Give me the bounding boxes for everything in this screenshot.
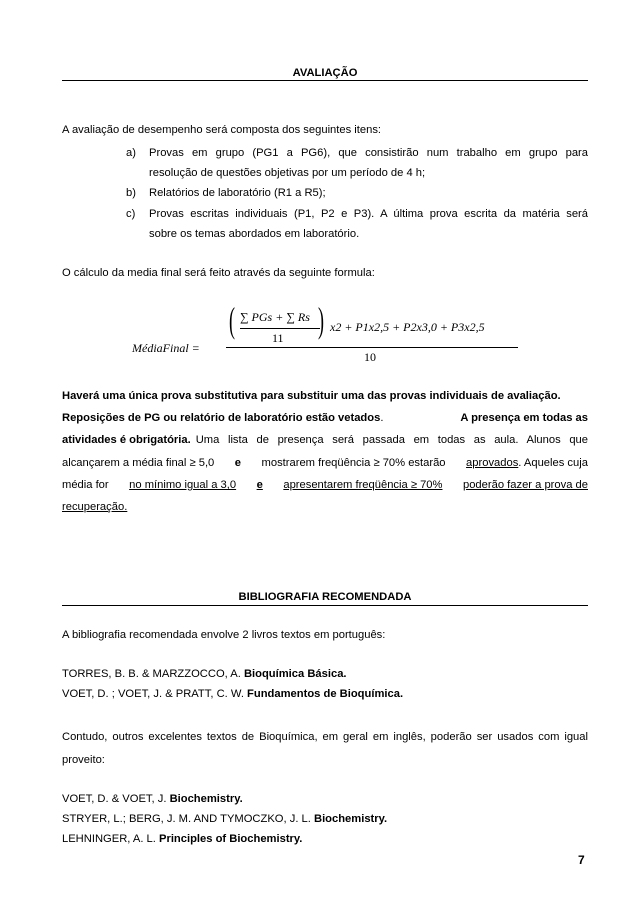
rules-line: recuperação. xyxy=(62,501,128,513)
reference-entry xyxy=(62,792,243,806)
reference-authors: STRYER, L.; BERG, J. M. AND TYMOCZKO, J. L. xyxy=(62,813,311,825)
rules-line: Haverá uma única prova substitutiva para substituir uma das provas individuais de avaliação. xyxy=(62,390,561,402)
heading-rule xyxy=(62,80,588,81)
heading-rule xyxy=(62,605,588,606)
rules-text: alcançarem a média final ≥ 5,0 xyxy=(62,457,215,469)
item-text: Relatórios de laboratório (R1 a R5); xyxy=(149,187,326,199)
reference-entry xyxy=(62,687,403,701)
section-heading-bibliografia: BIBLIOGRAFIA RECOMENDADA xyxy=(238,591,412,603)
item-text: Provas em grupo (PG1 a PG6), que consistirão num trabalho em grupo para xyxy=(149,147,588,159)
rules-text: poderão fazer a prova de xyxy=(462,479,588,491)
rules-text: Uma lista de presença será passada em todas as aula. Alunos que xyxy=(195,434,588,446)
rules-text: mostrarem freqüência ≥ 70% estarão xyxy=(261,457,446,469)
formula-tail: x2 + P1x2,5 + P2x3,0 + P3x2,5 xyxy=(330,320,485,334)
rules-text: no mínimo igual a 3,0 xyxy=(129,479,237,491)
rules-text: Reposições de PG ou relatório de laboratório estão vetados xyxy=(62,412,381,424)
item-marker: b) xyxy=(126,187,136,199)
reference-title: Principles of Biochemistry. xyxy=(159,833,303,845)
bibliografia-note: proveito: xyxy=(62,754,105,766)
reference-authors: LEHNINGER, A. L. xyxy=(62,833,156,845)
rules-text: e xyxy=(256,479,263,491)
formula-intro: O cálculo da media final será feito através da seguinte formula: xyxy=(62,267,375,279)
right-paren: ) xyxy=(318,300,324,340)
reference-title: Fundamentos de Bioquímica. xyxy=(247,688,404,700)
reference-authors: VOET, D. ; VOET, J. & PRATT, C. W. xyxy=(62,688,244,700)
rules-text: A presença em todas as xyxy=(460,412,588,424)
bibliografia-note: Contudo, outros excelentes textos de Bioquímica, em geral em inglês, poderão ser usados com igual xyxy=(62,731,588,743)
main-fraction-bar xyxy=(226,347,518,348)
inner-fraction-bar xyxy=(240,328,320,329)
formula-inner-numerator: ∑ PGs + ∑ Rs xyxy=(240,310,310,324)
rules-text: aprovados xyxy=(466,457,519,469)
page-number: 7 xyxy=(578,853,585,867)
rules-text: . xyxy=(380,412,384,424)
item-marker: a) xyxy=(126,147,136,159)
formula-lhs: MédiaFinal = xyxy=(132,341,200,355)
rules-text: apresentarem freqüência ≥ 70% xyxy=(283,479,443,491)
reference-title: Bioquímica Básica. xyxy=(243,668,347,680)
rules-text: média for xyxy=(62,479,109,491)
reference-entry xyxy=(62,812,387,826)
rules-line xyxy=(62,478,588,492)
reference-authors: TORRES, B. B. & MARZZOCCO, A. xyxy=(62,668,241,680)
reference-title: Biochemistry. xyxy=(313,813,388,825)
item-text: Provas escritas individuais (P1, P2 e P3). A última prova escrita da matéria será xyxy=(149,208,588,220)
rules-line xyxy=(62,456,588,470)
formula-denominator: 10 xyxy=(364,350,376,364)
left-paren: ( xyxy=(229,300,235,340)
item-text: sobre os temas abordados em laboratório. xyxy=(149,228,360,240)
reference-entry xyxy=(62,667,347,681)
formula-inner-denominator: 11 xyxy=(272,331,284,345)
reference-entry xyxy=(62,832,302,846)
rules-text: atividades é obrigatória. xyxy=(62,434,191,446)
rules-line xyxy=(62,411,588,425)
avaliacao-intro: A avaliação de desempenho será composta dos seguintes itens: xyxy=(62,124,382,136)
item-marker: c) xyxy=(126,208,136,220)
rules-text: e xyxy=(234,457,242,469)
bibliografia-intro: A bibliografia recomendada envolve 2 livros textos em português: xyxy=(62,629,386,641)
rules-text: . Aqueles cuja xyxy=(518,457,588,469)
section-heading-avaliacao: AVALIAÇÃO xyxy=(292,67,358,79)
reference-title: Biochemistry. xyxy=(169,793,243,805)
item-text: resolução de questões objetivas por um período de 4 h; xyxy=(149,167,426,179)
reference-authors: VOET, D. & VOET, J. xyxy=(62,793,167,805)
rules-line xyxy=(62,433,588,447)
